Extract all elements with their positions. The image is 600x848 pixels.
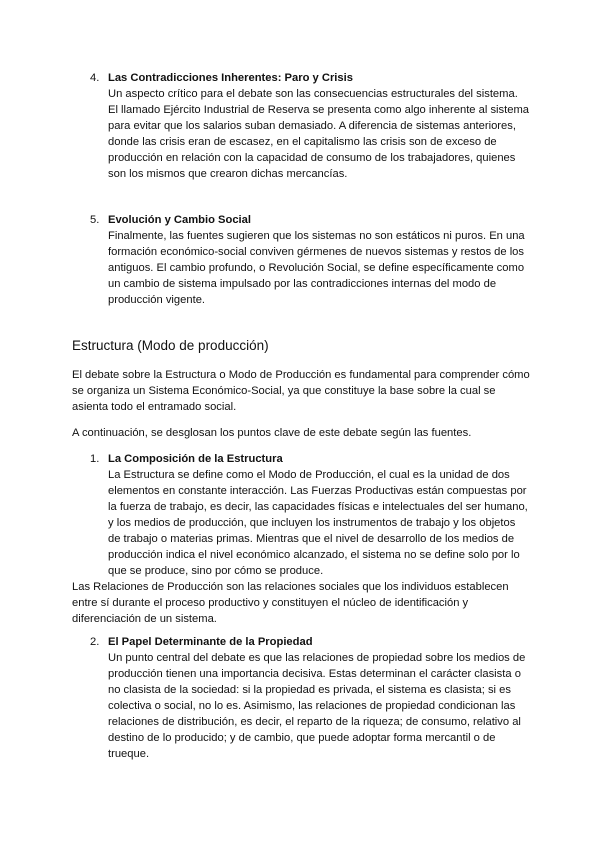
list-item-title: Evolución y Cambio Social	[108, 214, 251, 226]
list-item-title: Las Contradicciones Inherentes: Paro y Crisis	[108, 72, 353, 84]
list-item-composicion	[90, 451, 530, 579]
list-item-body: Finalmente, las fuentes sugieren que los sistemas no son estáticos ni puros. En una formación económico-social conviven gérmenes de nuevos sistemas y restos de los antiguos. El cambio profundo, o Revolución Social, se define específicamente como un cambio de sistema impulsado por las contradicciones internas del modo de producción vigente.	[108, 230, 525, 306]
intro-paragraph: El debate sobre la Estructura o Modo de Producción es fundamental para comprender cómo se organiza un Sistema Económico-Social, ya que constituye la base sobre la cual se asienta todo el entramado social.	[72, 369, 530, 413]
list-item-title: El Papel Determinante de la Propiedad	[108, 636, 313, 648]
list-item-title: La Composición de la Estructura	[108, 453, 283, 465]
list-number: 1.	[90, 453, 100, 465]
list-item-body: La Estructura se define como el Modo de Producción, el cual es la unidad de dos elementos en constante interacción. Las Fuerzas Productivas están compuestas por la fuerza de trabajo, es decir, las capacidades físicas e intelectuales del ser humano, y los medios de producción, que incluyen los instrumentos de trabajo y los objetos de trabajo o materias primas. Mientras que el nivel de desarrollo de los medios de producción indica el nivel económico alcanzado, el sistema no se define solo por lo que se produce, sino por cómo se produce.	[108, 469, 528, 577]
list-item-body: Un aspecto crítico para el debate son las consecuencias estructurales del sistema. El llamado Ejército Industrial de Reserva se presenta como algo inherente al sistema para evitar que los salarios suban demasiado. A diferencia de sistemas anteriores, donde las crisis eran de escasez, en el capitalismo las crisis son de exceso de producción en relación con la capacidad de consumo de los trabajadores, quienes son los mismos que crearon dichas mercancías.	[108, 88, 529, 180]
section-heading: Estructura (Modo de producción)	[72, 338, 269, 353]
lead-paragraph: A continuación, se desglosan los puntos clave de este debate según las fuentes.	[72, 427, 472, 439]
list-number: 4.	[90, 72, 100, 84]
list-item-propiedad	[90, 634, 530, 762]
list-number: 5.	[90, 214, 100, 226]
list-item-body: Un punto central del debate es que las relaciones de propiedad sobre los medios de producción tienen una importancia decisiva. Estas determinan el carácter clasista o no clasista de la sociedad: si la propiedad es privada, el sistema es clasista; si es colectiva o social, no lo es. Asimismo, las relaciones de propiedad condicionan las relaciones de distribución, es decir, el reparto de la riqueza; de consumo, relativo al destino de lo producido; y de cambio, que puede adoptar forma mercantil o de trueque.	[108, 652, 526, 760]
list-item-contradicciones	[90, 70, 530, 182]
list-item-evolucion	[90, 212, 530, 308]
relations-paragraph: Las Relaciones de Producción son las relaciones sociales que los individuos establecen entre sí durante el proceso productivo y constituyen el núcleo de identificación y diferenciación de un sistema.	[72, 581, 509, 625]
list-number: 2.	[90, 636, 100, 648]
